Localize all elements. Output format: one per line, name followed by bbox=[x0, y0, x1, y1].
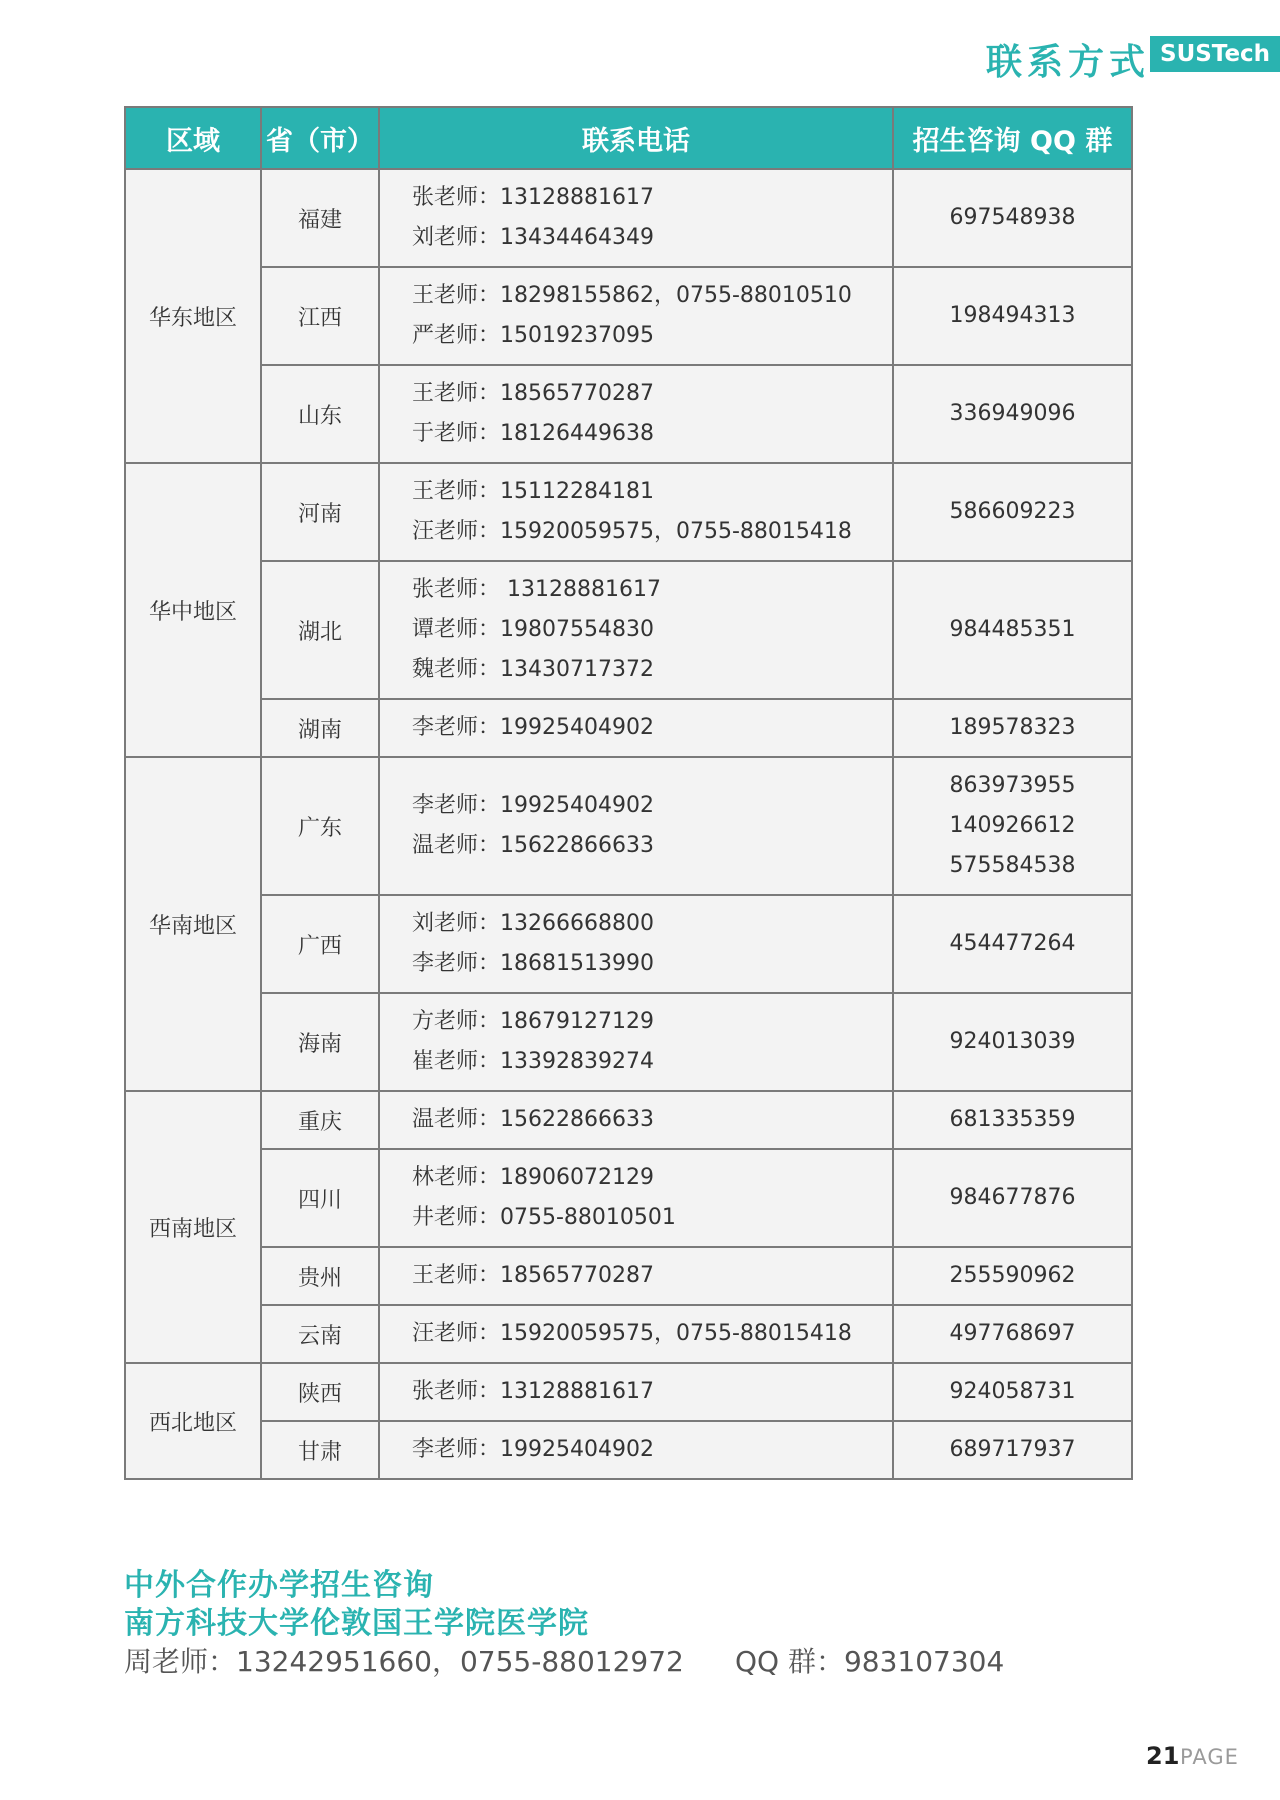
qq-group-number: 140926612 bbox=[949, 813, 1076, 838]
contact-line: 汪老师：15920059575，0755-88015418 bbox=[412, 1321, 852, 1346]
qq-group-number: 924013039 bbox=[949, 1029, 1076, 1054]
contact-cell bbox=[379, 1421, 893, 1479]
contact-line: 崔老师：13392839274 bbox=[412, 1049, 654, 1074]
qq-group-number: 255590962 bbox=[949, 1263, 1076, 1288]
table-row bbox=[125, 895, 1132, 993]
province-cell: 广西 bbox=[261, 895, 379, 993]
qq-cell bbox=[893, 169, 1132, 267]
contact-cell bbox=[379, 757, 893, 895]
qq-group-number: 681335359 bbox=[949, 1107, 1076, 1132]
province-cell: 云南 bbox=[261, 1305, 379, 1363]
qq-group-number: 984677876 bbox=[949, 1185, 1076, 1210]
contact-cell bbox=[379, 561, 893, 699]
contact-line: 于老师：18126449638 bbox=[412, 421, 654, 446]
province-cell: 湖北 bbox=[261, 561, 379, 699]
contact-line: 李老师：19925404902 bbox=[412, 1437, 654, 1462]
qq-group-number: 575584538 bbox=[949, 853, 1076, 878]
table-body bbox=[125, 169, 1132, 1479]
table-row bbox=[125, 1363, 1132, 1421]
sustech-badge: SUSTech bbox=[1150, 36, 1280, 72]
table-row bbox=[125, 1247, 1132, 1305]
table-row bbox=[125, 365, 1132, 463]
contact-line: 温老师：15622866633 bbox=[412, 833, 654, 858]
table-row bbox=[125, 169, 1132, 267]
table-row bbox=[125, 757, 1132, 895]
contact-line: 刘老师：13434464349 bbox=[412, 225, 654, 250]
contact-cell bbox=[379, 1363, 893, 1421]
qq-cell bbox=[893, 757, 1132, 895]
footer-title-line2: 南方科技大学伦敦国王学院医学院 bbox=[124, 1606, 589, 1641]
contact-line: 林老师：18906072129 bbox=[412, 1165, 654, 1190]
qq-group-number: 863973955 bbox=[949, 773, 1076, 798]
page-label: PAGE bbox=[1180, 1745, 1239, 1769]
qq-group-number: 454477264 bbox=[949, 931, 1076, 956]
qq-group-number: 697548938 bbox=[949, 205, 1076, 230]
qq-cell bbox=[893, 1091, 1132, 1149]
contact-line: 魏老师：13430717372 bbox=[412, 657, 654, 682]
contact-line: 王老师：15112284181 bbox=[412, 479, 654, 504]
contact-line: 谭老师：19807554830 bbox=[412, 617, 654, 642]
province-cell: 湖南 bbox=[261, 699, 379, 757]
qq-cell bbox=[893, 1247, 1132, 1305]
region-cell: 华中地区 bbox=[125, 463, 261, 757]
contact-cell bbox=[379, 1247, 893, 1305]
contact-line: 张老师： 13128881617 bbox=[412, 577, 661, 602]
qq-group-number: 189578323 bbox=[949, 715, 1076, 740]
contact-cell bbox=[379, 463, 893, 561]
table-row bbox=[125, 1421, 1132, 1479]
contact-line: 李老师：19925404902 bbox=[412, 715, 654, 740]
qq-cell bbox=[893, 1363, 1132, 1421]
footer-title-line1: 中外合作办学招生咨询 bbox=[124, 1568, 434, 1603]
contact-table bbox=[124, 106, 1133, 1480]
header-qq: 招生咨询 QQ 群 bbox=[893, 107, 1132, 169]
contact-cell bbox=[379, 699, 893, 757]
contact-cell bbox=[379, 365, 893, 463]
contact-cell bbox=[379, 169, 893, 267]
contact-cell bbox=[379, 1091, 893, 1149]
qq-cell bbox=[893, 1149, 1132, 1247]
region-cell: 西北地区 bbox=[125, 1363, 261, 1479]
table-header-row bbox=[125, 107, 1132, 169]
qq-cell bbox=[893, 561, 1132, 699]
province-cell: 贵州 bbox=[261, 1247, 379, 1305]
table-row bbox=[125, 993, 1132, 1091]
table-row bbox=[125, 561, 1132, 699]
table-row bbox=[125, 1305, 1132, 1363]
contact-line: 严老师：15019237095 bbox=[412, 323, 654, 348]
qq-cell bbox=[893, 463, 1132, 561]
province-cell: 福建 bbox=[261, 169, 379, 267]
contact-line: 王老师：18298155862，0755-88010510 bbox=[412, 283, 852, 308]
region-cell: 西南地区 bbox=[125, 1091, 261, 1363]
contact-cell bbox=[379, 1149, 893, 1247]
page-number: 21 bbox=[1146, 1742, 1180, 1770]
qq-group-number: 984485351 bbox=[949, 617, 1076, 642]
region-cell: 华南地区 bbox=[125, 757, 261, 1091]
contact-cell bbox=[379, 993, 893, 1091]
header-phone: 联系电话 bbox=[379, 107, 893, 169]
contact-line: 张老师：13128881617 bbox=[412, 185, 654, 210]
contact-line: 方老师：18679127129 bbox=[412, 1009, 654, 1034]
contact-line: 张老师：13128881617 bbox=[412, 1379, 654, 1404]
qq-cell bbox=[893, 1305, 1132, 1363]
header-region: 区域 bbox=[125, 107, 261, 169]
footer-contact: 周老师：13242951660，0755-88012972 bbox=[124, 1645, 684, 1678]
contact-line: 李老师：18681513990 bbox=[412, 951, 654, 976]
contact-line: 刘老师：13266668800 bbox=[412, 911, 654, 936]
table-row bbox=[125, 267, 1132, 365]
contact-cell bbox=[379, 895, 893, 993]
province-cell: 江西 bbox=[261, 267, 379, 365]
contact-line: 王老师：18565770287 bbox=[412, 381, 654, 406]
province-cell: 陕西 bbox=[261, 1363, 379, 1421]
qq-group-number: 336949096 bbox=[949, 401, 1076, 426]
province-cell: 山东 bbox=[261, 365, 379, 463]
contact-line: 王老师：18565770287 bbox=[412, 1263, 654, 1288]
qq-cell bbox=[893, 993, 1132, 1091]
contact-line: 李老师：19925404902 bbox=[412, 793, 654, 818]
header-province: 省（市） bbox=[261, 107, 379, 169]
province-cell: 河南 bbox=[261, 463, 379, 561]
contact-line: 汪老师：15920059575，0755-88015418 bbox=[412, 519, 852, 544]
province-cell: 四川 bbox=[261, 1149, 379, 1247]
contact-cell bbox=[379, 1305, 893, 1363]
footer-qq: QQ 群：983107304 bbox=[735, 1645, 1005, 1678]
qq-cell bbox=[893, 365, 1132, 463]
qq-group-number: 198494313 bbox=[949, 303, 1076, 328]
contact-line: 温老师：15622866633 bbox=[412, 1107, 654, 1132]
qq-group-number: 497768697 bbox=[949, 1321, 1076, 1346]
qq-group-number: 689717937 bbox=[949, 1437, 1076, 1462]
table-row bbox=[125, 699, 1132, 757]
province-cell: 广东 bbox=[261, 757, 379, 895]
contact-line: 井老师：0755-88010501 bbox=[412, 1205, 676, 1230]
table-row bbox=[125, 1149, 1132, 1247]
section-title: 联系方式 bbox=[985, 42, 1150, 83]
table-row bbox=[125, 1091, 1132, 1149]
qq-cell bbox=[893, 895, 1132, 993]
qq-cell bbox=[893, 1421, 1132, 1479]
contact-cell bbox=[379, 267, 893, 365]
qq-cell bbox=[893, 699, 1132, 757]
qq-cell bbox=[893, 267, 1132, 365]
table-row bbox=[125, 463, 1132, 561]
province-cell: 甘肃 bbox=[261, 1421, 379, 1479]
province-cell: 重庆 bbox=[261, 1091, 379, 1149]
region-cell: 华东地区 bbox=[125, 169, 261, 463]
province-cell: 海南 bbox=[261, 993, 379, 1091]
qq-group-number: 924058731 bbox=[949, 1379, 1076, 1404]
qq-group-number: 586609223 bbox=[949, 499, 1076, 524]
